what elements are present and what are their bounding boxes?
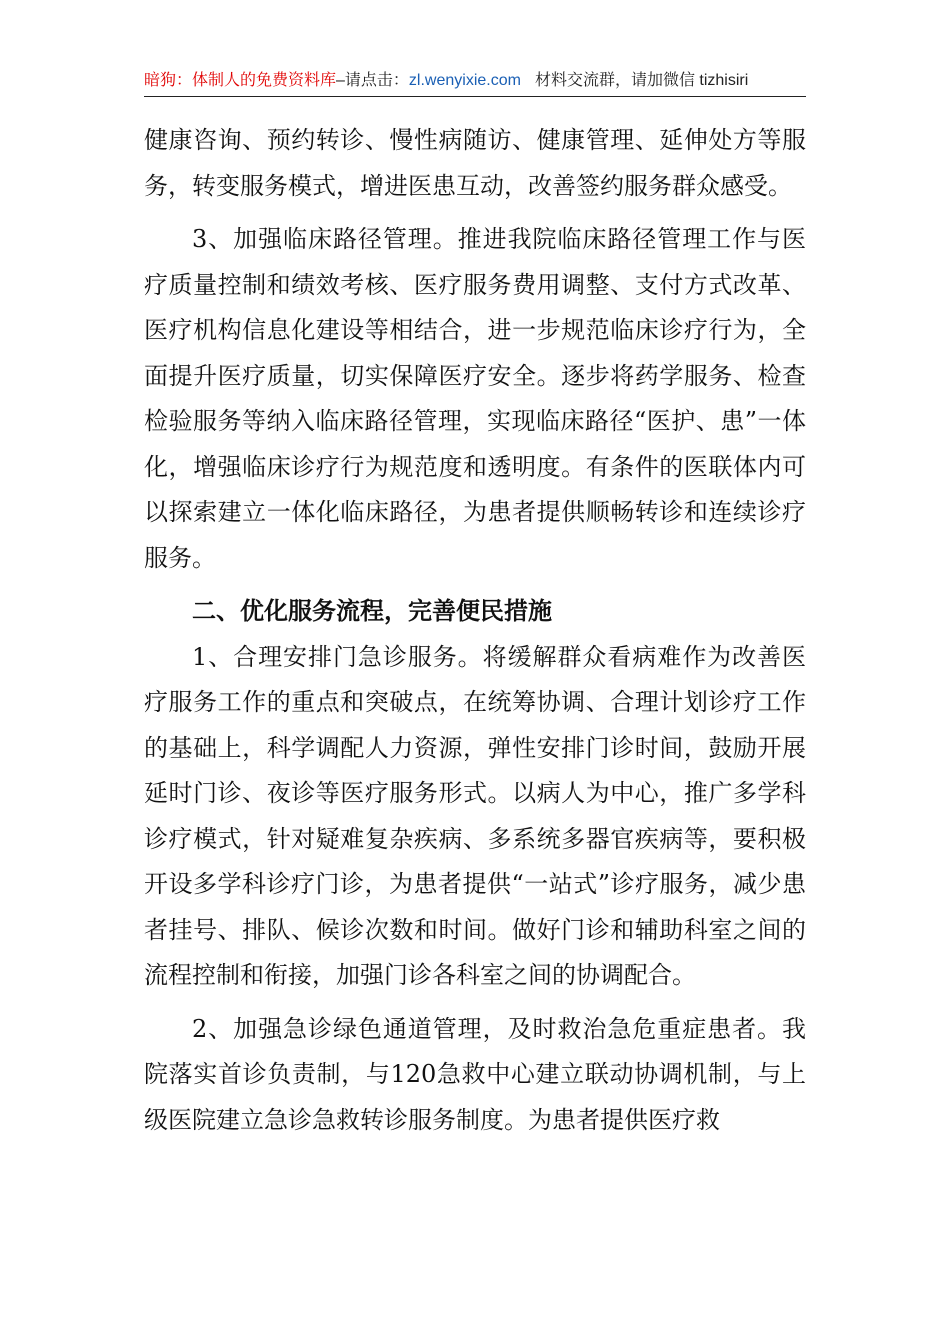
header-site-name: 暗狗：体制人的免费资料库: [144, 72, 337, 89]
header-url-link[interactable]: zl.wenyixie.com: [408, 72, 521, 89]
paragraph-clinical-pathway: 3、加强临床路径管理。推进我院临床路径管理工作与医疗质量控制和绩效考核、医疗服务费用调整、支付方式改革、医疗机构信息化建设等相结合，进一步规范临床诊疗行为，全面提升医疗质量，切实保障医疗安全。逐步将药学服务、检查检验服务等纳入临床路径管理，实现临床路径“医护、患”一体化，增强临床诊疗行为规范度和透明度。有条件的医联体内可以探索建立一体化临床路径，为患者提供顺畅转诊和连续诊疗服务。: [144, 225, 806, 572]
paragraph-continued: 健康咨询、预约转诊、慢性病随访、健康管理、延伸处方等服务，转变服务模式，增进医患互动，改善签约服务群众感受。: [144, 126, 806, 200]
page-header: [144, 66, 806, 97]
header-wechat-note: 材料交流群，请加微信 tizhisiri: [534, 72, 749, 89]
document-body: [144, 118, 806, 1143]
paragraph-outpatient-services: 1、合理安排门急诊服务。将缓解群众看病难作为改善医疗服务工作的重点和突破点，在统筹协调、合理计划诊疗工作的基础上，科学调配人力资源，弹性安排门诊时间，鼓励开展延时门诊、夜诊等医疗服务形式。以病人为中心，推广多学科诊疗模式，针对疑难复杂疾病、多系统多器官疾病等，要积极开设多学科诊疗门诊，为患者提供“一站式”诊疗服务，减少患者挂号、排队、候诊次数和时间。做好门诊和辅助科室之间的流程控制和衔接，加强门诊各科室之间的协调配合。: [144, 642, 806, 989]
paragraph-emergency-channel: 2、加强急诊绿色通道管理，及时救治急危重症患者。我院落实首诊负责制，与120急救中心建立联动协调机制，与上级医院建立急诊急救转诊服务制度。为患者提供医疗救: [144, 1014, 806, 1134]
header-click-prompt: –请点击：: [336, 72, 409, 89]
section-heading: 二、优化服务流程，完善便民措施: [192, 597, 552, 625]
